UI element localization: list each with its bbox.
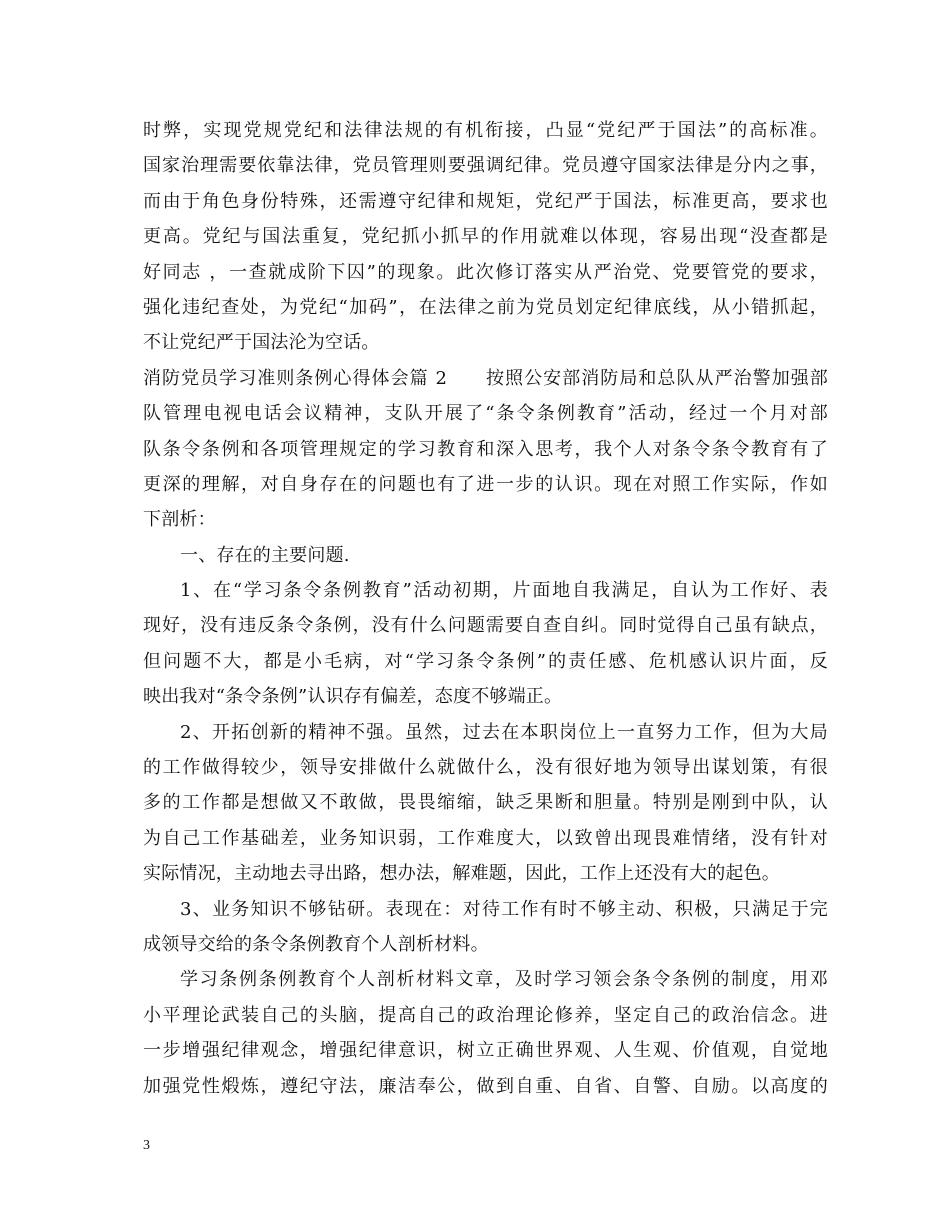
text-line: 1、在“学习条令条例教育”活动初期，片面地自我满足，自认为工作好、表 — [180, 580, 828, 602]
text-line: 现好，没有违反条令条例，没有什么问题需要自查自纠。同时觉得自己虽有缺点， — [143, 615, 828, 637]
section-heading: 一、存在的主要问题. — [180, 544, 350, 566]
text-line: 3、业务知识不够钻研。表现在：对待工作有时不够主动、积极，只满足于完 — [180, 898, 828, 920]
text-line: 映出我对“条令条例”认识存有偏差，态度不够端正。 — [143, 686, 563, 708]
text-line: 学习条例条例教育个人剖析材料文章，及时学习领会条令条例的制度，用邓 — [180, 969, 828, 991]
text-line: 的工作做得较少，领导安排做什么就做什么，没有很好地为领导出谋划策，有很 — [143, 757, 828, 779]
text-line: 实际情况，主动地去寻出路，想办法，解难题，因此，工作上还没有大的起色。 — [143, 863, 780, 885]
text-line: 队管理电视电话会议精神，支队开展了“条令条例教育”活动，经过一个月对部 — [143, 403, 828, 425]
text-line: 成领导交给的条令条例教育个人剖析材料。 — [143, 933, 489, 955]
text-line: 一步增强纪律观念，增强纪律意识，树立正确世界观、人生观、价值观，自觉地 — [143, 1040, 828, 1062]
text-line: 下剖析： — [143, 509, 216, 531]
text-line: 加强党性煅炼，遵纪守法，廉洁奉公，做到自重、自省、自警、自励。以高度的 — [143, 1075, 828, 1097]
text-line: 更深的理解，对自身存在的问题也有了进一步的认识。现在对照工作实际，作如 — [143, 473, 828, 495]
text-line: 小平理论武装自己的头脑，提高自己的政治理论修养，坚定自己的政治信念。进 — [143, 1004, 828, 1026]
page-number: 3 — [143, 1138, 150, 1153]
text-line: 2、开拓创新的精神不强。虽然，过去在本职岗位上一直努力工作，但为大局 — [180, 721, 828, 743]
text-line: 消防党员学习准则条例心得体会篇 2 按照公安部消防局和总队从严治警加强部 — [143, 367, 828, 389]
text-line: 国家治理需要依靠法律，党员管理则要强调纪律。党员遵守国家法律是分内之事， — [143, 155, 828, 177]
text-line: 强化违纪查处，为党纪“加码”，在法律之前为党员划定纪律底线，从小错抓起， — [143, 296, 828, 318]
document-body — [143, 113, 828, 1104]
text-line: 不让党纪严于国法沦为空话。 — [143, 332, 380, 354]
text-line: 为自己工作基础差，业务知识弱，工作难度大，以致曾出现畏难情绪，没有针对 — [143, 827, 828, 849]
text-line: 更高。党纪与国法重复，党纪抓小抓早的作用就难以体现，容易出现“没查都是 — [143, 226, 828, 248]
text-line: 好同志 ，一查就成阶下囚”的现象。此次修订落实从严治党、党要管党的要求， — [143, 261, 828, 283]
text-line: 但问题不大，都是小毛病，对“学习条令条例”的责任感、危机感认识片面，反 — [143, 650, 828, 672]
text-line: 时弊，实现党规党纪和法律法规的有机衔接，凸显“党纪严于国法”的高标准。 — [143, 120, 828, 141]
text-line: 而由于角色身份特殊，还需遵守纪律和规矩，党纪严于国法，标准更高，要求也 — [143, 190, 828, 212]
text-line: 队条令条例和各项管理规定的学习教育和深入思考，我个人对条令条令教育有了 — [143, 438, 828, 460]
text-line: 多的工作都是想做又不敢做，畏畏缩缩，缺乏果断和胆量。特别是刚到中队，认 — [143, 792, 828, 814]
